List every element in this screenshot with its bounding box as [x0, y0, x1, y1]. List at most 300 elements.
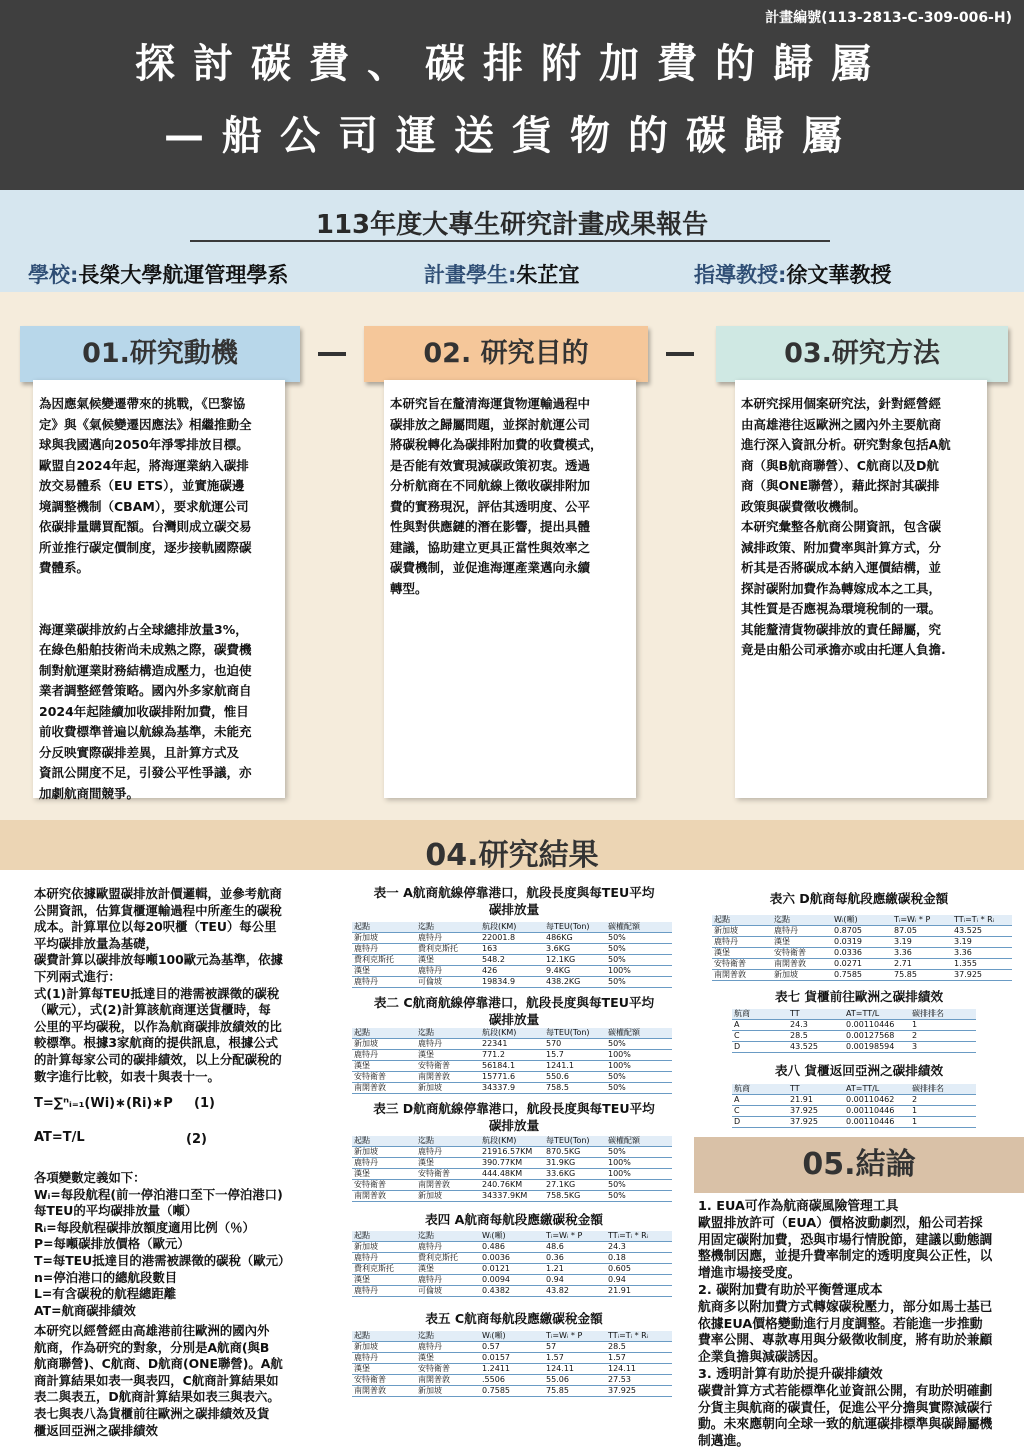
table-cell: 鹿特丹 [352, 1253, 416, 1264]
table-cell: C [732, 1031, 788, 1042]
section-3-line: 商（與ONE聯營），藉此探討其碳排 [741, 478, 940, 493]
table-cell: 每TEU(Ton) [544, 1028, 606, 1039]
table-cell: 2.71 [892, 959, 952, 970]
table-row [352, 1342, 672, 1353]
table-cell: 758.5KG [544, 1191, 606, 1202]
table-cell: 0.0319 [832, 937, 892, 948]
table-cell: 南開普敦 [416, 1072, 480, 1083]
table-cell: 0.57 [480, 1342, 544, 1353]
table-cell: 2 [910, 1095, 976, 1106]
table-cell: 50% [606, 977, 672, 988]
table-row [352, 955, 672, 966]
table-cell: 0.7585 [832, 970, 892, 981]
table-cell: 起點 [352, 1028, 416, 1039]
table-cell: .5506 [480, 1375, 544, 1386]
conclusion-line: 費率公開、專款專用與分級徵收制度，將有助於兼顧 [698, 1333, 993, 1349]
table-cell: 0.0271 [832, 959, 892, 970]
definition-line: T=每TEU抵達目的港需被課徵的碳稅（歐元） [34, 1252, 291, 1268]
table-cell: 55.06 [544, 1375, 606, 1386]
table-row [732, 1042, 976, 1053]
section-2-line: 是否能有效實現減碳政策初衷。透過 [390, 457, 591, 473]
table-cell: 1241.1 [544, 1061, 606, 1072]
table-cell: D [732, 1117, 788, 1128]
table-cell: 50% [606, 1180, 672, 1191]
table-cell: A [732, 1095, 788, 1106]
table-cell: 438.2KG [544, 977, 606, 988]
section-2-line: 性與對供應鏈的潛在影響，提出具體 [390, 519, 591, 534]
table-cell: AT=TT/L [844, 1009, 910, 1020]
section-3-line: 析其是否將碳成本納入運價結構，並 [741, 560, 942, 575]
table-row [732, 1031, 976, 1042]
table-cell: Tᵢ=Wᵢ * P [544, 1231, 606, 1242]
table-cell: 航段(KM) [480, 1028, 544, 1039]
table-cell: 鹿特丹 [416, 1147, 480, 1158]
table-cell: 100% [606, 1050, 672, 1061]
table-cell: 50% [606, 1083, 672, 1094]
table-cell: 漢堡 [772, 937, 832, 948]
conclusion-line: 用固定碳附加費，恐與市場行情脫節，建議以動態調 [698, 1232, 993, 1248]
table-cell: 0.605 [606, 1264, 672, 1275]
table-cell: 漢堡 [352, 1061, 416, 1072]
section-2-body [384, 380, 636, 798]
table-row [352, 1191, 672, 1202]
table-row [352, 1364, 672, 1375]
table-row [352, 1275, 672, 1286]
table-cell: 3 [910, 1042, 976, 1053]
definition-line: Rᵢ=每段航程碳排放額度適用比例（％） [34, 1219, 255, 1235]
table-cell: 22341 [480, 1039, 544, 1050]
table-cell: 50% [606, 933, 672, 944]
table-cell: 771.2 [480, 1050, 544, 1061]
table-cell: 0.4382 [480, 1286, 544, 1297]
advisor-info: 指導教授:徐文華教授 [694, 263, 892, 287]
table-caption: 表一 A航商航線停靠港口，航段長度與每TEU平均 碳排放量 [373, 885, 655, 917]
table-row [352, 1050, 672, 1061]
table-cell: 9.4KG [544, 966, 606, 977]
table-cell: 新加坡 [416, 1191, 480, 1202]
table-cell: 安特衛普 [416, 1169, 480, 1180]
table-cell: TT [788, 1084, 844, 1095]
intro-line: 數字進行比較，如表十與表十一。 [34, 1068, 220, 1084]
table-cell: 50% [606, 955, 672, 966]
table-cell: 新加坡 [772, 970, 832, 981]
table-cell: 每TEU(Ton) [544, 922, 606, 933]
table-cell: 100% [606, 966, 672, 977]
table-cell: 870.5KG [544, 1147, 606, 1158]
section-1-line: 定》與《氣候變遷因應法》相繼推動全 [39, 416, 252, 432]
section-1-line: 費體系。 [39, 560, 90, 575]
conclusion-line: 1. EUA可作為航商碳風險管理工具 [698, 1199, 899, 1214]
table-cell: 新加坡 [352, 933, 416, 944]
table-row [352, 1083, 672, 1094]
table-cell: 50% [606, 944, 672, 955]
table-cell: 迄點 [416, 1028, 480, 1039]
school-info: 學校:長榮大學航運管理學系 [28, 263, 289, 287]
table-row [352, 1375, 672, 1386]
table-cell: 南開普敦 [352, 1083, 416, 1094]
table-cell: 漢堡 [416, 1264, 480, 1275]
table-cell: 安特衛普 [416, 1061, 480, 1072]
table-row [352, 1180, 672, 1191]
definition-line: L=有含碳稅的航程總距離 [34, 1286, 177, 1302]
table-cell: 安特衛普 [416, 1364, 480, 1375]
definition-line: Wᵢ=每段航程(前一停泊港口至下一停泊港口) [34, 1186, 283, 1202]
intro-line: 成本。計算單位以每20呎櫃（TEU）每公里 [34, 919, 277, 935]
table-cell: 迄點 [416, 1136, 480, 1147]
table-cell: 19834.9 [480, 977, 544, 988]
table-row [352, 1147, 672, 1158]
conclusion-line: 企業負擔與減碳誘因。 [698, 1350, 826, 1366]
data-table [352, 922, 672, 988]
table-cell: 100% [606, 1158, 672, 1169]
table-cell: 新加坡 [416, 1083, 480, 1094]
intro-line: 較標準。根據3家航商的提供訊息，根據公式 [34, 1035, 279, 1051]
sub-title: —船公司運送貨物的碳歸屬 [164, 113, 860, 159]
main-title: 探討碳費、碳排附加費的歸屬 [135, 41, 889, 87]
table-cell: 安特衛普 [352, 1180, 416, 1191]
table-row [352, 1264, 672, 1275]
table-cell: 漢堡 [416, 1158, 480, 1169]
table-cell: 費利克斯托 [352, 955, 416, 966]
section-2-line: 費的實務現況，評估其透明度、公平 [390, 498, 591, 514]
definition-line: AT=航商碳排績效 [34, 1302, 136, 1318]
table-cell: Tᵢ=Wᵢ * P [544, 1331, 606, 1342]
table-cell: 28.5 [788, 1031, 844, 1042]
section-1-line: 依碳排量購買配額。台灣則成立碳交易 [39, 519, 252, 534]
table-cell: 43.525 [952, 926, 1012, 937]
table-cell: 航段(KM) [480, 922, 544, 933]
conclusion-line: 歐盟排放許可（EUA）價格波動劇烈，船公司若採 [698, 1215, 983, 1231]
table-cell: 鹿特丹 [352, 1286, 416, 1297]
table-header-row [712, 915, 1012, 926]
outro-line: 表七與表八為貨櫃前往歐洲之碳排績效及貨 [34, 1405, 270, 1421]
table-cell: 迄點 [416, 1231, 480, 1242]
table-cell: 50% [606, 1072, 672, 1083]
outro-line: 表二與表五，D航商計算結果如表三與表六。 [34, 1389, 280, 1405]
table-row [712, 948, 1012, 959]
table-cell: 起點 [352, 1136, 416, 1147]
table-cell: 起點 [352, 1331, 416, 1342]
table-cell: 新加坡 [352, 1342, 416, 1353]
table-cell: 87.05 [892, 926, 952, 937]
conclusion-line: 航商多以附加費方式轉嫁碳稅壓力，部分如馬士基已 [698, 1299, 993, 1315]
table-cell: 3.19 [952, 937, 1012, 948]
table-row [352, 1286, 672, 1297]
table-row [352, 1386, 672, 1397]
intro-line: 碳費計算以碳排放每噸100歐元為基準，依據 [34, 952, 283, 968]
table-row [712, 959, 1012, 970]
results-outro [34, 1323, 283, 1439]
conclusion-line: 制邁進。 [698, 1434, 750, 1449]
section-1-title: 01.研究動機 [20, 326, 300, 382]
table-cell: 鹿特丹 [772, 926, 832, 937]
section-3-body [735, 380, 987, 798]
table-cell: D [732, 1042, 788, 1053]
table-cell: 鹿特丹 [416, 1039, 480, 1050]
table-cell: 迄點 [416, 922, 480, 933]
table-cell: AT=TT/L [844, 1084, 910, 1095]
table-cell: 新加坡 [416, 1386, 480, 1397]
intro-line: 式(1)計算每TEU抵達目的港需被課徵的碳稅 [34, 985, 280, 1001]
data-table [732, 1009, 976, 1053]
section-3-line: 由高雄港往返歐洲之國內外主要航商 [741, 416, 942, 432]
table-cell: Wᵢ(噸) [832, 915, 892, 926]
section-1-line: 為因應氣候變遷帶來的挑戰，《巴黎協 [39, 396, 246, 411]
table-cell: 漢堡 [352, 1364, 416, 1375]
table-cell: 新加坡 [352, 1147, 416, 1158]
table-cell: 1.21 [544, 1264, 606, 1275]
table-cell: Wᵢ(噸) [480, 1231, 544, 1242]
table-caption: 表五 C航商每航段應繳碳稅金額 [425, 1311, 603, 1326]
section-1-line: 資訊公開度不足，引發公平性爭議，亦 [39, 765, 252, 780]
section-1-line: 境調整機制（CBAM），要求航運公司 [39, 498, 249, 514]
definition-line: 每TEU的平均碳排放量（噸） [34, 1203, 198, 1219]
table-cell: 33.6KG [544, 1169, 606, 1180]
section-1-line: 制對航運業財務結構造成壓力，也迫使 [39, 662, 252, 678]
conclusion-title: 05.結論 [694, 1137, 1024, 1193]
intro-line: 公開資訊，估算貨櫃運輸過程中所產生的碳稅 [34, 902, 282, 918]
table-cell: 0.0036 [480, 1253, 544, 1264]
table-cell: 新加坡 [352, 1242, 416, 1253]
section-1-line [39, 599, 279, 620]
table-cell: 0.0336 [832, 948, 892, 959]
section-1-line: 加劇航商間競爭。 [39, 785, 140, 801]
table-cell: 鹿特丹 [352, 1158, 416, 1169]
intro-line: 的計算每家公司的碳排績效，以上分配碳稅的 [34, 1051, 282, 1067]
table-cell: Wᵢ(噸) [480, 1331, 544, 1342]
table-cell: 0.94 [606, 1275, 672, 1286]
outro-line: 櫃返回亞洲之碳排績效 [34, 1422, 158, 1438]
section-3-title: 03.研究方法 [716, 326, 1008, 382]
table-cell: 0.0157 [480, 1353, 544, 1364]
table-row [732, 1095, 976, 1106]
table-header-row [732, 1084, 976, 1095]
table-header-row [352, 922, 672, 933]
table-header-row [352, 1028, 672, 1039]
data-table [352, 1028, 672, 1094]
table-cell: 鹿特丹 [416, 1242, 480, 1253]
section-2-line: 碳費機制，並促進海運產業邁向永續 [390, 560, 591, 575]
table-cell: 費利克斯托 [416, 944, 480, 955]
table-cell: 570 [544, 1039, 606, 1050]
table-header-row [732, 1009, 976, 1020]
table-cell: 新加坡 [712, 926, 772, 937]
report-title: 113年度大專生研究計畫成果報告 [315, 210, 709, 240]
table-cell: 鹿特丹 [352, 944, 416, 955]
table-row [352, 1158, 672, 1169]
section-2-title: 02. 研究目的 [364, 326, 648, 382]
table-cell: 240.76KM [480, 1180, 544, 1191]
table-cell: 0.18 [606, 1253, 672, 1264]
outro-line: 航商聯營)、C航商、D航商(ONE聯營)。A航 [34, 1356, 283, 1372]
table-cell: 安特衛普 [352, 1072, 416, 1083]
table-cell: 43.525 [788, 1042, 844, 1053]
table-cell: 鹿特丹 [352, 1353, 416, 1364]
conclusion-line: 碳費計算方式若能標準化並資訊公開，有助於明確劃 [698, 1383, 993, 1399]
table-cell: 3.19 [892, 937, 952, 948]
table-cell: 航段(KM) [480, 1136, 544, 1147]
table-caption: 表八 貨櫃返回亞洲之碳排績效 [774, 1063, 944, 1078]
table-cell: 390.77KM [480, 1158, 544, 1169]
table-cell: 550.6 [544, 1072, 606, 1083]
table-row [712, 937, 1012, 948]
table-caption: 表六 D航商每航段應繳碳稅金額 [769, 891, 949, 906]
table-cell: 航商 [732, 1009, 788, 1020]
table-cell: 21916.57KM [480, 1147, 544, 1158]
table-cell: 1.2411 [480, 1364, 544, 1375]
table-cell: 0.00110446 [844, 1020, 910, 1031]
results-title: 04.研究結果 [425, 838, 599, 873]
intro-line: 平均碳排放量為基礎， [34, 935, 158, 951]
table-cell: 南開普敦 [416, 1375, 480, 1386]
table-cell: Tᵢ=Wᵢ * P [892, 915, 952, 926]
table-cell: 0.00127568 [844, 1031, 910, 1042]
data-table [712, 915, 1012, 981]
table-cell: 426 [480, 966, 544, 977]
section-2-line: 分析航商在不同航線上徵收碳排附加 [390, 478, 591, 493]
table-cell: 50% [606, 1039, 672, 1050]
table-header-row [352, 1231, 672, 1242]
section-3-line: 本研究採用個案研究法，針對經營經 [741, 396, 942, 411]
table-row [352, 1253, 672, 1264]
student-info: 計畫學生:朱芷宜 [424, 263, 580, 287]
table-cell: TTᵢ=Tᵢ * Rᵢ [606, 1231, 672, 1242]
intro-line: 下列兩式進行： [34, 968, 121, 984]
results-intro [34, 886, 324, 1085]
table-cell: C [732, 1106, 788, 1117]
table-cell: 0.8705 [832, 926, 892, 937]
table-cell: 163 [480, 944, 544, 955]
table-cell: 1.355 [952, 959, 1012, 970]
table-cell: 1 [910, 1106, 976, 1117]
table-cell: 0.0121 [480, 1264, 544, 1275]
section-1-line: 放交易體系（EU ETS），並實施碳邊 [39, 478, 245, 493]
table-cell: 124.11 [544, 1364, 606, 1375]
table-row [352, 1353, 672, 1364]
section-3-line: 本研究彙整各航商公開資訊，包含碳 [741, 519, 942, 534]
section-3-line: 其能釐清貨物碳排放的責任歸屬，究 [741, 621, 942, 637]
table-row [352, 1072, 672, 1083]
table-cell: 漢堡 [416, 955, 480, 966]
table-cell: 南開普敦 [416, 1180, 480, 1191]
table-cell: 0.00198594 [844, 1042, 910, 1053]
table-cell: 50% [606, 1147, 672, 1158]
table-cell: 可倫坡 [416, 977, 480, 988]
table-cell: 758.5 [544, 1083, 606, 1094]
table-cell: 鹿特丹 [416, 1342, 480, 1353]
table-row [352, 977, 672, 988]
table-cell: 漢堡 [416, 1050, 480, 1061]
section-1-line: 所並推行碳定價制度，逐步接軌國際碳 [39, 539, 252, 555]
table-cell: 31.9KG [544, 1158, 606, 1169]
table-cell: 22001.8 [480, 933, 544, 944]
table-cell: 鹿特丹 [352, 977, 416, 988]
table-cell: 費利克斯托 [352, 1264, 416, 1275]
conclusion-line: 整機制因應，並提升費率制定的透明度與公正性，以 [698, 1249, 993, 1265]
intro-line: 本研究依據歐盟碳排放計價邏輯，並參考航商 [34, 886, 282, 901]
section-2-line: 碳排放之歸屬問題，並探討航運公司 [390, 416, 591, 432]
table-cell: 37.925 [788, 1117, 844, 1128]
table-cell: 3.36 [892, 948, 952, 959]
section-1-line: 前收費標準普遍以航線為基準，未能充 [39, 724, 252, 739]
table-row [732, 1106, 976, 1117]
table-cell: TTᵢ=Tᵢ * Rᵢ [606, 1331, 672, 1342]
outro-line: 本研究以經營經由高雄港前往歐洲的國內外 [34, 1323, 270, 1338]
table-cell: 34337.9 [480, 1083, 544, 1094]
table-cell: 0.00110446 [844, 1106, 910, 1117]
definition-line: n=停泊港口的總航段數目 [34, 1269, 178, 1285]
table-cell: 100% [606, 1061, 672, 1072]
table-cell: 3.36 [952, 948, 1012, 959]
table-cell: 漢堡 [352, 966, 416, 977]
table-row [352, 1242, 672, 1253]
table-cell: 鹿特丹 [416, 933, 480, 944]
section-3-line: 進行深入資訊分析。研究對象包括A航 [741, 437, 951, 452]
table-cell: 37.925 [952, 970, 1012, 981]
table-cell: 每TEU(Ton) [544, 1136, 606, 1147]
table-cell: 起點 [352, 1231, 416, 1242]
table-cell: 安特衛普 [352, 1375, 416, 1386]
conclusion-body [698, 1199, 992, 1449]
data-table [732, 1084, 976, 1128]
table-cell: 0.00110446 [844, 1117, 910, 1128]
table-cell: 0.486 [480, 1242, 544, 1253]
table-cell: 0.0094 [480, 1275, 544, 1286]
table-row [712, 970, 1012, 981]
table-cell: 124.11 [606, 1364, 672, 1375]
conclusion-line: 2. 碳附加費有助於平衡營運成本 [698, 1282, 883, 1298]
table-caption: 表二 C航商航線停靠港口，航段長度與每TEU平均 碳排放量 [373, 995, 655, 1027]
section-1-line: 2024年起陸續加收碳排附加費，惟目 [39, 703, 249, 719]
table-header-row [352, 1136, 672, 1147]
table-cell: 21.91 [788, 1095, 844, 1106]
definition-line: P=每噸碳排放價格（歐元） [34, 1236, 190, 1252]
table-cell: 1 [910, 1020, 976, 1031]
table-cell: 27.1KG [544, 1180, 606, 1191]
table-cell: 24.3 [606, 1242, 672, 1253]
section-3-line: 竟是由船公司承擔亦或由托運人負擔. [741, 642, 946, 657]
table-cell: 34337.9KM [480, 1191, 544, 1202]
table-cell: 迄點 [416, 1331, 480, 1342]
section-1-line: 歐盟自2024年起，將海運業納入碳排 [39, 457, 249, 473]
table-cell: 24.3 [788, 1020, 844, 1031]
table-cell: 可倫坡 [416, 1286, 480, 1297]
table-cell: 48.6 [544, 1242, 606, 1253]
table-cell: 3.6KG [544, 944, 606, 955]
table-row [352, 944, 672, 955]
table-caption: 表三 D航商航線停靠港口，航段長度與每TEU平均 碳排放量 [373, 1101, 655, 1133]
table-cell: A [732, 1020, 788, 1031]
table-cell: 新加坡 [352, 1039, 416, 1050]
variable-definitions [34, 1170, 290, 1319]
table-cell: 57 [544, 1342, 606, 1353]
formula-2: AT=T/L [34, 1130, 85, 1145]
section-3-line: 減排政策、附加費率與計算方式，分 [741, 539, 942, 555]
section-2-line: 建議，協助建立更具正當性與效率之 [390, 539, 591, 555]
table-cell: 漢堡 [712, 948, 772, 959]
formula-1-number: (1) [194, 1096, 215, 1111]
section-1-line: 海運業碳排放約占全球總排放量3%， [39, 621, 248, 637]
intro-line: 公里的平均碳稅，以作為航商碳排放績效的比 [34, 1018, 282, 1034]
section-1-line: 分反映實際碳排差異，且計算方式及 [39, 744, 240, 760]
table-cell: 0.7585 [480, 1386, 544, 1397]
table-cell: 起點 [352, 922, 416, 933]
table-cell: 100% [606, 1169, 672, 1180]
table-cell: 鹿特丹 [352, 1050, 416, 1061]
section-2-line: 轉型。 [390, 580, 428, 596]
section-2-line: 本研究旨在釐清海運貨物運輸過程中 [390, 396, 591, 411]
conclusion-line: 依據EUA價格變動進行月度調整。若能進一步推動 [698, 1316, 983, 1332]
